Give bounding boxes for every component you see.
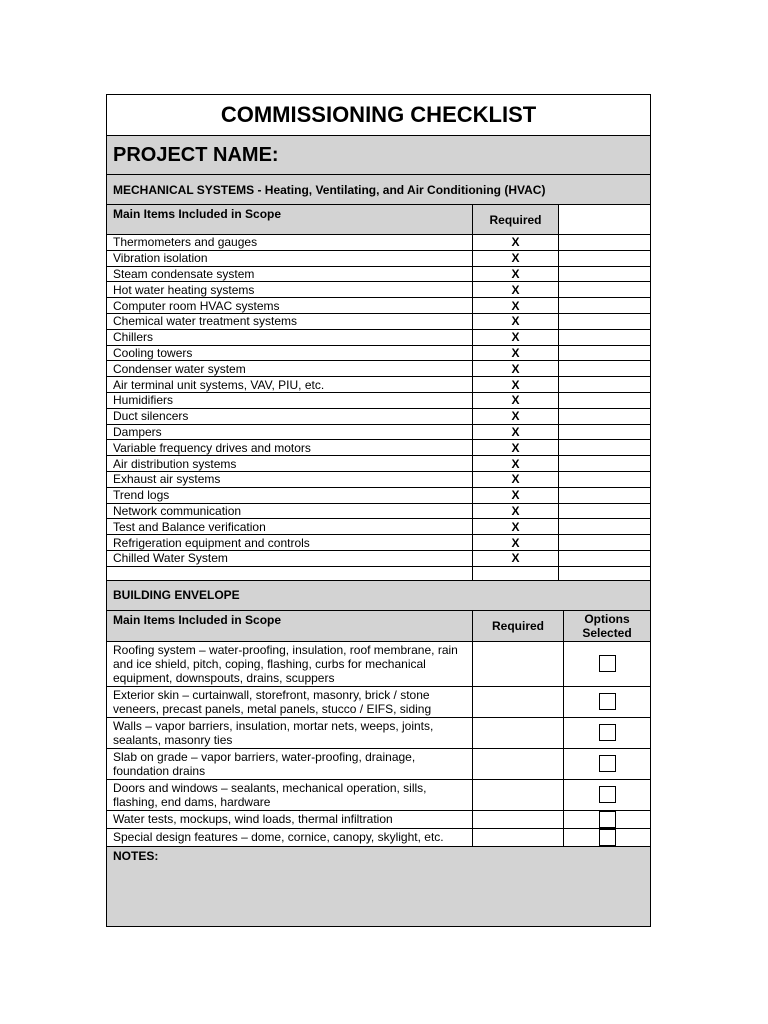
mechanical-item-row <box>107 282 651 298</box>
envelope-item-option-cell <box>564 779 651 810</box>
mechanical-item-extra-cell <box>559 440 651 456</box>
envelope-item-option-cell <box>564 641 651 686</box>
mechanical-item-row <box>107 235 651 251</box>
mechanical-item-extra-cell <box>559 329 651 345</box>
mechanical-item-required-mark: X <box>473 377 559 393</box>
mechanical-item-row <box>107 456 651 472</box>
envelope-item-required-cell <box>473 717 564 748</box>
page-title: COMMISSIONING CHECKLIST <box>107 95 651 136</box>
option-checkbox[interactable] <box>599 693 616 710</box>
envelope-item-label: Water tests, mockups, wind loads, thermal infiltration <box>107 810 473 828</box>
mechanical-item-extra-cell <box>559 535 651 551</box>
mechanical-header-row <box>107 205 651 235</box>
mechanical-item-required-mark: X <box>473 487 559 503</box>
mechanical-item-required-mark: X <box>473 424 559 440</box>
mechanical-col-required-header: Required <box>473 205 559 235</box>
mechanical-item-label: Thermometers and gauges <box>107 235 473 251</box>
mechanical-item-row <box>107 471 651 487</box>
mechanical-item-required-mark: X <box>473 535 559 551</box>
option-checkbox[interactable] <box>599 829 616 846</box>
envelope-item-label: Doors and windows – sealants, mechanical operation, sills, flashing, end dams, hardware <box>107 779 473 810</box>
mechanical-item-label: Refrigeration equipment and controls <box>107 535 473 551</box>
mechanical-item-label: Dampers <box>107 424 473 440</box>
mechanical-item-row <box>107 377 651 393</box>
mechanical-section-heading: MECHANICAL SYSTEMS - Heating, Ventilating, and Air Conditioning (HVAC) <box>107 175 651 205</box>
envelope-item-option-cell <box>564 828 651 846</box>
mechanical-item-extra-cell <box>559 424 651 440</box>
envelope-item-row <box>107 748 651 779</box>
mechanical-item-extra-cell <box>559 487 651 503</box>
mechanical-item-extra-cell <box>559 250 651 266</box>
mechanical-item-row <box>107 345 651 361</box>
mechanical-item-required-mark: X <box>473 235 559 251</box>
mechanical-item-label: Variable frequency drives and motors <box>107 440 473 456</box>
envelope-item-required-cell <box>473 828 564 846</box>
mechanical-item-label: Chillers <box>107 329 473 345</box>
envelope-item-row <box>107 828 651 846</box>
envelope-item-row <box>107 686 651 717</box>
envelope-item-row <box>107 779 651 810</box>
mechanical-item-required-mark: X <box>473 266 559 282</box>
envelope-col-required-header: Required <box>473 610 564 641</box>
mechanical-item-extra-cell <box>559 519 651 535</box>
notes-label: NOTES: <box>113 848 159 863</box>
envelope-item-label: Special design features – dome, cornice, canopy, skylight, etc. <box>107 828 473 846</box>
mechanical-item-label: Chilled Water System <box>107 550 473 566</box>
mechanical-item-row <box>107 550 651 566</box>
mechanical-item-extra-cell <box>559 550 651 566</box>
mechanical-item-label: Test and Balance verification <box>107 519 473 535</box>
mechanical-item-required-mark: X <box>473 550 559 566</box>
envelope-item-required-cell <box>473 748 564 779</box>
option-checkbox[interactable] <box>599 724 616 741</box>
mechanical-item-extra-cell <box>559 408 651 424</box>
mechanical-item-extra-cell <box>559 392 651 408</box>
mechanical-item-label: Network communication <box>107 503 473 519</box>
envelope-item-required-cell <box>473 686 564 717</box>
option-checkbox[interactable] <box>599 755 616 772</box>
option-checkbox[interactable] <box>599 811 616 828</box>
mechanical-item-extra-cell <box>559 266 651 282</box>
envelope-item-label: Walls – vapor barriers, insulation, mortar nets, weeps, joints, sealants, masonry ties <box>107 717 473 748</box>
mechanical-item-label: Cooling towers <box>107 345 473 361</box>
mechanical-item-label: Air distribution systems <box>107 456 473 472</box>
mechanical-item-required-mark: X <box>473 471 559 487</box>
mechanical-item-extra-cell <box>559 282 651 298</box>
blank-cell <box>473 566 559 580</box>
mechanical-col-main-header: Main Items Included in Scope <box>107 205 473 235</box>
mechanical-item-extra-cell <box>559 235 651 251</box>
envelope-item-label: Slab on grade – vapor barriers, water-proofing, drainage, foundation drains <box>107 748 473 779</box>
envelope-item-row <box>107 810 651 828</box>
mechanical-item-label: Chemical water treatment systems <box>107 313 473 329</box>
option-checkbox[interactable] <box>599 786 616 803</box>
mechanical-item-required-mark: X <box>473 392 559 408</box>
mechanical-item-label: Humidifiers <box>107 392 473 408</box>
mechanical-item-required-mark: X <box>473 408 559 424</box>
blank-cell <box>559 566 651 580</box>
mechanical-item-row <box>107 424 651 440</box>
mechanical-item-required-mark: X <box>473 361 559 377</box>
commissioning-checklist-table <box>106 94 651 927</box>
mechanical-item-label: Steam condensate system <box>107 266 473 282</box>
mechanical-item-required-mark: X <box>473 503 559 519</box>
notes-area <box>107 846 651 926</box>
mechanical-item-required-mark: X <box>473 313 559 329</box>
blank-cell <box>107 566 473 580</box>
mechanical-item-label: Vibration isolation <box>107 250 473 266</box>
envelope-section-heading: BUILDING ENVELOPE <box>107 580 651 610</box>
envelope-item-option-cell <box>564 686 651 717</box>
mechanical-item-label: Condenser water system <box>107 361 473 377</box>
mechanical-item-row <box>107 487 651 503</box>
envelope-item-required-cell <box>473 810 564 828</box>
mechanical-item-label: Duct silencers <box>107 408 473 424</box>
mechanical-item-row <box>107 313 651 329</box>
mechanical-item-extra-cell <box>559 313 651 329</box>
mechanical-item-required-mark: X <box>473 282 559 298</box>
mechanical-item-required-mark: X <box>473 329 559 345</box>
mechanical-item-extra-cell <box>559 377 651 393</box>
mechanical-item-extra-cell <box>559 298 651 314</box>
envelope-col-main-header: Main Items Included in Scope <box>107 610 473 641</box>
mechanical-blank-row <box>107 566 651 580</box>
envelope-item-option-cell <box>564 810 651 828</box>
project-name-label: PROJECT NAME: <box>107 136 651 175</box>
option-checkbox[interactable] <box>599 655 616 672</box>
mechanical-item-extra-cell <box>559 361 651 377</box>
mechanical-item-label: Trend logs <box>107 487 473 503</box>
mechanical-item-row <box>107 266 651 282</box>
mechanical-item-row <box>107 361 651 377</box>
mechanical-item-extra-cell <box>559 503 651 519</box>
mechanical-item-extra-cell <box>559 471 651 487</box>
mechanical-item-required-mark: X <box>473 298 559 314</box>
mechanical-col-blank-header <box>559 205 651 235</box>
mechanical-item-required-mark: X <box>473 519 559 535</box>
mechanical-item-required-mark: X <box>473 250 559 266</box>
mechanical-item-row <box>107 329 651 345</box>
mechanical-item-required-mark: X <box>473 345 559 361</box>
envelope-item-option-cell <box>564 717 651 748</box>
envelope-item-required-cell <box>473 779 564 810</box>
mechanical-item-label: Exhaust air systems <box>107 471 473 487</box>
mechanical-item-row <box>107 250 651 266</box>
envelope-item-row <box>107 641 651 686</box>
envelope-item-row <box>107 717 651 748</box>
mechanical-item-row <box>107 519 651 535</box>
mechanical-item-label: Computer room HVAC systems <box>107 298 473 314</box>
envelope-item-label: Roofing system – water-proofing, insulation, roof membrane, rain and ice shield, pitch, coping, flashing, curbs for mechanical equipment, downspouts, drains, scuppers <box>107 641 473 686</box>
mechanical-item-required-mark: X <box>473 440 559 456</box>
mechanical-item-row <box>107 535 651 551</box>
envelope-item-option-cell <box>564 748 651 779</box>
mechanical-item-row <box>107 408 651 424</box>
mechanical-item-row <box>107 298 651 314</box>
mechanical-item-label: Air terminal unit systems, VAV, PIU, etc. <box>107 377 473 393</box>
envelope-item-required-cell <box>473 641 564 686</box>
mechanical-item-extra-cell <box>559 456 651 472</box>
mechanical-item-label: Hot water heating systems <box>107 282 473 298</box>
mechanical-item-required-mark: X <box>473 456 559 472</box>
envelope-header-row <box>107 610 651 641</box>
envelope-item-label: Exterior skin – curtainwall, storefront, masonry, brick / stone veneers, precast panels, metal panels, stucco / EIFS, siding <box>107 686 473 717</box>
mechanical-item-row <box>107 440 651 456</box>
mechanical-item-extra-cell <box>559 345 651 361</box>
mechanical-item-row <box>107 392 651 408</box>
envelope-col-options-header: Options Selected <box>564 610 651 641</box>
mechanical-item-row <box>107 503 651 519</box>
